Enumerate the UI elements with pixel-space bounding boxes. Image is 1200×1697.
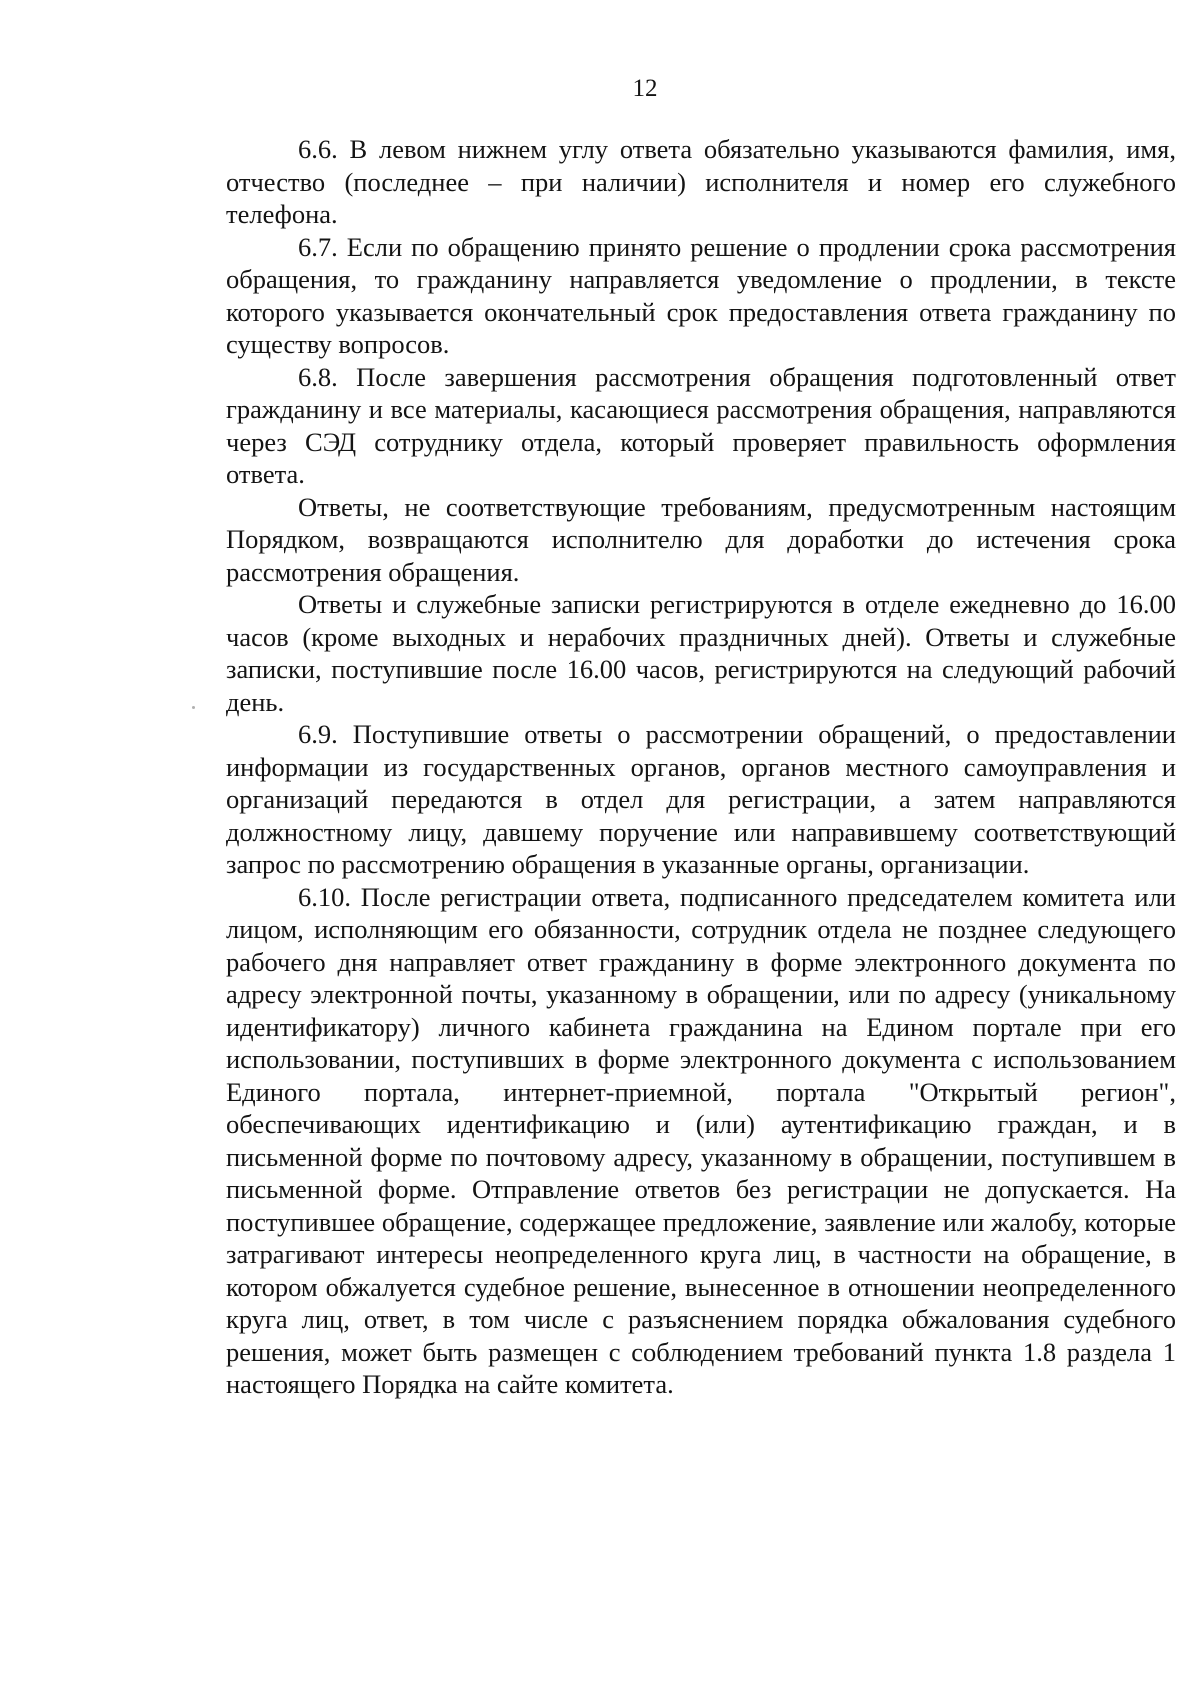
paragraph-returned-answers: Ответы, не соответствующие требованиям, предусмотренным настоящим Порядком, возвращаются исполнителю для доработки до истечения срока рассмотрения обращения. [226,491,1176,587]
document-body [226,133,1176,1401]
paragraph-6-8: 6.8. После завершения рассмотрения обращения подготовленный ответ гражданину и все материалы, касающиеся рассмотрения обращения, направляются через СЭД сотруднику отдела, который проверяет правильность оформления ответа. [226,361,1176,489]
paragraph-6-9: 6.9. Поступившие ответы о рассмотрении обращений, о предоставлении информации из государственных органов, органов местного самоуправления и организаций передаются в отдел для регистрации, а затем направляются должностному лицу, давшему поручение или направившему соответствующий запрос по рассмотрению обращения в указанные органы, организации. [226,719,1176,879]
scan-speck [192,706,195,709]
paragraph-6-6: 6.6. В левом нижнем углу ответа обязательно указываются фамилия, имя, отчество (последнее – при наличии) исполнителя и номер его служебного телефона. [226,134,1176,229]
paragraph-registration-time: Ответы и служебные записки регистрируются в отделе ежедневно до 16.00 часов (кроме выходных и нерабочих праздничных дней). Ответы и служебные записки, поступившие после 16.00 часов, регистрируются на следующий рабочий день. [226,589,1176,717]
paragraph-6-10: 6.10. После регистрации ответа, подписанного председателем комитета или лицом, исполняющим его обязанности, сотрудник отдела не позднее следующего рабочего дня направляет ответ гражданину в форме электронного документа по адресу электронной почты, указанному в обращении, или по адресу (уникальному идентификатору) личного кабинета гражданина на Едином портале при его использовании, поступивших в форме электронного документа с использованием Единого портала, интернет-приемной, портала "Открытый регион", обеспечивающих идентификацию и (или) аутентификацию граждан, и в письменной форме по почтовому адресу, указанному в обращении, поступившем в письменной форме. Отправление ответов без регистрации не допускается. На поступившее обращение, содержащее предложение, заявление или жалобу, которые затрагивают интересы неопределенного круга лиц, в частности на обращение, в котором обжалуется судебное решение, вынесенное в отношении неопределенного круга лиц, ответ, в том числе с разъяснением порядка обжалования судебного решения, может быть размещен с соблюдением требований пункта 1.8 раздела 1 настоящего Порядка на сайте комитета. [226,881,1176,1399]
paragraph-6-7: 6.7. Если по обращению принято решение о продлении срока рассмотрения обращения, то гражданину направляется уведомление о продлении, в тексте которого указывается окончательный срок предоставления ответа гражданину по существу вопросов. [226,231,1176,359]
page-number: 12 [632,75,658,102]
